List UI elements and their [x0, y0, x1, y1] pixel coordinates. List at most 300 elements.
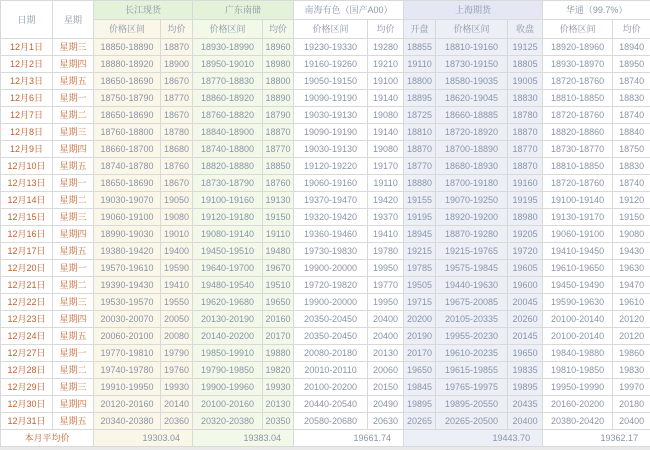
nh-range-cell: 19090-19190 [294, 90, 368, 107]
nh-average-cell: 20400 [368, 328, 404, 345]
table-row [1, 311, 650, 328]
nh-range-cell: 19030-19130 [294, 107, 368, 124]
date-cell: 12月9日 [1, 141, 53, 158]
nh-average-cell: 19140 [368, 124, 404, 141]
gd-average-cell: 19110 [263, 226, 294, 243]
sh-range-cell: 19675-20085 [436, 294, 508, 311]
week-cell: 星期二 [53, 107, 94, 124]
nh-average-cell: 19100 [368, 73, 404, 90]
nh-range-cell: 19720-19820 [294, 277, 368, 294]
sh-range-cell: 18660-18885 [436, 107, 508, 124]
ht-range-cell: 19130-19170 [543, 209, 613, 226]
week-cell: 星期三 [53, 124, 94, 141]
nh-range-cell: 19360-19460 [294, 226, 368, 243]
group-header-nanhai-nonferrous: 南海有色（国产A00） [294, 1, 404, 20]
sh-range-cell: 18730-19150 [436, 56, 508, 73]
ht-average-cell: 18950 [613, 56, 650, 73]
date-cell: 12月16日 [1, 226, 53, 243]
week-cell: 星期一 [53, 260, 94, 277]
ht-average-cell: 19120 [613, 192, 650, 209]
ht-average-cell: 20400 [613, 413, 650, 430]
cj-range-cell: 19740-19780 [94, 362, 161, 379]
nh-range-cell: 19230-19330 [294, 39, 368, 56]
ht-range-cell: 19610-19650 [543, 260, 613, 277]
table-row [1, 260, 650, 277]
sh-range-cell: 18700-18890 [436, 141, 508, 158]
sh-open-cell: 19715 [404, 294, 436, 311]
col-header-week: 星期 [53, 1, 94, 39]
cj-range-cell: 18650-18690 [94, 175, 161, 192]
gd-range-cell: 19080-19140 [193, 226, 263, 243]
gd-range-cell: 18740-18800 [193, 141, 263, 158]
nh-range-cell: 19050-19150 [294, 73, 368, 90]
col-header-date: 日期 [1, 1, 53, 39]
sh-range-cell: 18720-18920 [436, 124, 508, 141]
ht-range-cell: 18930-18970 [543, 56, 613, 73]
sh-close-cell: 20260 [508, 311, 543, 328]
sh-range-cell: 18700-19180 [436, 175, 508, 192]
table-row [1, 141, 650, 158]
sh-open-cell: 18855 [404, 39, 436, 56]
cj-average-cell: 18770 [161, 90, 193, 107]
gd-range-cell: 20100-20160 [193, 396, 263, 413]
date-cell: 12月22日 [1, 294, 53, 311]
summary-label: 本月平均价 [1, 430, 94, 447]
cj-range-cell: 19390-19430 [94, 277, 161, 294]
nh-range-cell: 20350-20450 [294, 311, 368, 328]
week-cell: 星期五 [53, 413, 94, 430]
gd-average-cell: 19480 [263, 243, 294, 260]
sh-close-cell: 18830 [508, 90, 543, 107]
sh-open-cell: 19215 [404, 243, 436, 260]
cj-range-cell: 18990-19030 [94, 226, 161, 243]
sh-range-cell: 20105-20335 [436, 311, 508, 328]
sh-range-cell: 18580-19035 [436, 73, 508, 90]
sh-close-cell: 19125 [508, 39, 543, 56]
nh-average-cell: 19080 [368, 107, 404, 124]
nh-range-cell: 20010-20110 [294, 362, 368, 379]
nh-average-cell: 20060 [368, 362, 404, 379]
group-header-changjiang-spot: 长江现货 [94, 1, 193, 20]
sh-close-cell: 19605 [508, 260, 543, 277]
sh-close-cell: 18770 [508, 141, 543, 158]
cj-average-cell: 20080 [161, 328, 193, 345]
group-header-guangdong-nanchu: 广东南储 [193, 1, 294, 20]
subheader-gd-average: 均价 [263, 20, 294, 39]
table-row [1, 328, 650, 345]
gd-average-cell: 18890 [263, 90, 294, 107]
nh-range-cell: 19090-19190 [294, 124, 368, 141]
nh-range-cell: 20100-20200 [294, 379, 368, 396]
subheader-cj-price-range: 价格区间 [94, 20, 161, 39]
nh-average-cell: 19950 [368, 294, 404, 311]
gd-range-cell: 20130-20190 [193, 311, 263, 328]
ht-average-cell: 19150 [613, 209, 650, 226]
cj-range-cell: 18740-18780 [94, 158, 161, 175]
gd-range-cell: 18860-18920 [193, 90, 263, 107]
sh-open-cell: 20170 [404, 345, 436, 362]
sh-open-cell: 18725 [404, 107, 436, 124]
sh-close-cell: 20435 [508, 396, 543, 413]
sh-open-cell: 18810 [404, 124, 436, 141]
table-row [1, 56, 650, 73]
ht-average-cell: 19830 [613, 362, 650, 379]
table-row [1, 73, 650, 90]
cj-average-cell: 19790 [161, 345, 193, 362]
sh-close-cell: 19895 [508, 379, 543, 396]
gd-average-cell: 20130 [263, 396, 294, 413]
ht-average-cell: 18940 [613, 39, 650, 56]
nh-average-cell: 20490 [368, 396, 404, 413]
week-cell: 星期四 [53, 311, 94, 328]
nh-average-cell: 19140 [368, 90, 404, 107]
date-cell: 12月30日 [1, 396, 53, 413]
ht-average-cell: 19860 [613, 345, 650, 362]
summary-huatong-average: 19362.17 [543, 430, 650, 447]
week-cell: 星期五 [53, 243, 94, 260]
week-cell: 星期四 [53, 56, 94, 73]
ht-range-cell: 18810-18850 [543, 90, 613, 107]
date-cell: 12月24日 [1, 328, 53, 345]
ht-range-cell: 18920-18960 [543, 39, 613, 56]
gd-average-cell: 20160 [263, 311, 294, 328]
table-row [1, 345, 650, 362]
week-cell: 星期三 [53, 379, 94, 396]
ht-average-cell: 19470 [613, 277, 650, 294]
gd-average-cell: 19650 [263, 294, 294, 311]
sh-range-cell: 18920-19200 [436, 209, 508, 226]
cj-average-cell: 19050 [161, 192, 193, 209]
cj-average-cell: 18670 [161, 175, 193, 192]
date-cell: 12月17日 [1, 243, 53, 260]
nh-average-cell: 19410 [368, 226, 404, 243]
cj-average-cell: 19400 [161, 243, 193, 260]
sh-open-cell: 19785 [404, 260, 436, 277]
week-cell: 星期五 [53, 158, 94, 175]
table-row [1, 294, 650, 311]
table-footer [1, 430, 650, 447]
table-row [1, 192, 650, 209]
gd-average-cell: 20170 [263, 328, 294, 345]
week-cell: 星期一 [53, 345, 94, 362]
nh-range-cell: 19370-19470 [294, 192, 368, 209]
sh-range-cell: 19070-19250 [436, 192, 508, 209]
sh-open-cell: 18880 [404, 175, 436, 192]
subheader-sh-open: 开盘 [404, 20, 436, 39]
nh-average-cell: 20150 [368, 379, 404, 396]
ht-range-cell: 19410-19450 [543, 243, 613, 260]
ht-range-cell: 19060-19100 [543, 226, 613, 243]
nh-average-cell: 19110 [368, 175, 404, 192]
nh-range-cell: 19900-20000 [294, 294, 368, 311]
cj-range-cell: 18760-18800 [94, 124, 161, 141]
sh-close-cell: 19160 [508, 175, 543, 192]
date-cell: 12月20日 [1, 260, 53, 277]
sh-range-cell: 19440-19630 [436, 277, 508, 294]
ht-range-cell: 18730-18770 [543, 141, 613, 158]
table-row [1, 413, 650, 430]
summary-row [1, 430, 650, 447]
gd-range-cell: 18770-18830 [193, 73, 263, 90]
summary-changjiang-average: 19303.04 [94, 430, 193, 447]
summary-nanhai-average: 19661.74 [294, 430, 404, 447]
nh-range-cell: 20080-20180 [294, 345, 368, 362]
gd-range-cell: 19640-19700 [193, 260, 263, 277]
ht-range-cell: 20380-20420 [543, 413, 613, 430]
gd-average-cell: 19820 [263, 362, 294, 379]
gd-range-cell: 19480-19540 [193, 277, 263, 294]
week-cell: 星期二 [53, 362, 94, 379]
cj-range-cell: 18850-18890 [94, 39, 161, 56]
nh-range-cell: 19120-19220 [294, 158, 368, 175]
gd-range-cell: 18760-18820 [193, 107, 263, 124]
date-cell: 12月29日 [1, 379, 53, 396]
gd-average-cell: 18770 [263, 141, 294, 158]
sh-close-cell: 19720 [508, 243, 543, 260]
date-cell: 12月1日 [1, 39, 53, 56]
cj-average-cell: 19930 [161, 379, 193, 396]
sh-range-cell: 18810-19160 [436, 39, 508, 56]
sh-open-cell: 19155 [404, 192, 436, 209]
nh-average-cell: 19770 [368, 277, 404, 294]
ht-range-cell: 19840-19880 [543, 345, 613, 362]
gd-range-cell: 18950-19010 [193, 56, 263, 73]
ht-average-cell: 19080 [613, 226, 650, 243]
date-cell: 12月3日 [1, 73, 53, 90]
sh-range-cell: 20265-20500 [436, 413, 508, 430]
gd-average-cell: 18800 [263, 73, 294, 90]
week-cell: 星期四 [53, 396, 94, 413]
cj-average-cell: 19410 [161, 277, 193, 294]
date-cell: 12月7日 [1, 107, 53, 124]
nh-average-cell: 19780 [368, 243, 404, 260]
date-cell: 12月10日 [1, 158, 53, 175]
sh-range-cell: 19765-19975 [436, 379, 508, 396]
subheader-ht-average: 均价 [613, 20, 650, 39]
sh-close-cell: 18870 [508, 124, 543, 141]
gd-average-cell: 18760 [263, 175, 294, 192]
subheader-sh-price-range: 价格区间 [436, 20, 508, 39]
group-header-huatong: 华通（99.7%） [543, 1, 650, 20]
sh-close-cell: 20400 [508, 413, 543, 430]
ht-range-cell: 19450-19490 [543, 277, 613, 294]
cj-range-cell: 20120-20160 [94, 396, 161, 413]
sh-range-cell: 19615-19855 [436, 362, 508, 379]
sh-open-cell: 19110 [404, 56, 436, 73]
table-row [1, 90, 650, 107]
cj-range-cell: 20060-20100 [94, 328, 161, 345]
subheader-nh-average: 均价 [368, 20, 404, 39]
subheader-nh-price-range: 价格区间 [294, 20, 368, 39]
nh-average-cell: 19280 [368, 39, 404, 56]
date-cell: 12月31日 [1, 413, 53, 430]
nh-range-cell: 20580-20680 [294, 413, 368, 430]
table-row [1, 175, 650, 192]
date-cell: 12月15日 [1, 209, 53, 226]
gd-average-cell: 19930 [263, 379, 294, 396]
cj-range-cell: 19530-19570 [94, 294, 161, 311]
nh-range-cell: 19730-19830 [294, 243, 368, 260]
table-row [1, 277, 650, 294]
cj-average-cell: 19550 [161, 294, 193, 311]
table-row [1, 243, 650, 260]
nh-range-cell: 19060-19160 [294, 175, 368, 192]
date-cell: 12月21日 [1, 277, 53, 294]
sh-range-cell: 18680-18930 [436, 158, 508, 175]
gd-average-cell: 19670 [263, 260, 294, 277]
ht-range-cell: 18720-18760 [543, 175, 613, 192]
sh-range-cell: 19895-20550 [436, 396, 508, 413]
summary-guangdong-average: 19383.04 [193, 430, 294, 447]
gd-average-cell: 18870 [263, 124, 294, 141]
table-row [1, 209, 650, 226]
gd-average-cell: 19880 [263, 345, 294, 362]
sh-open-cell: 18800 [404, 73, 436, 90]
cj-range-cell: 20340-20380 [94, 413, 161, 430]
cj-range-cell: 19770-19810 [94, 345, 161, 362]
gd-range-cell: 20140-20200 [193, 328, 263, 345]
week-cell: 星期三 [53, 209, 94, 226]
ht-average-cell: 18830 [613, 158, 650, 175]
nh-range-cell: 20440-20540 [294, 396, 368, 413]
cj-range-cell: 19380-19420 [94, 243, 161, 260]
cj-average-cell: 20360 [161, 413, 193, 430]
ht-range-cell: 18720-18760 [543, 107, 613, 124]
group-header-shanghai-futures: 上海期货 [404, 1, 543, 20]
sh-open-cell: 18870 [404, 141, 436, 158]
table-row [1, 226, 650, 243]
nh-average-cell: 19170 [368, 158, 404, 175]
subheader-cj-average: 均价 [161, 20, 193, 39]
sh-open-cell: 20200 [404, 311, 436, 328]
sh-open-cell: 18895 [404, 90, 436, 107]
gd-range-cell: 20320-20380 [193, 413, 263, 430]
sh-close-cell: 19005 [508, 73, 543, 90]
date-cell: 12月6日 [1, 90, 53, 107]
date-cell: 12月23日 [1, 311, 53, 328]
ht-average-cell: 20120 [613, 328, 650, 345]
sh-close-cell: 19835 [508, 362, 543, 379]
ht-average-cell: 18840 [613, 124, 650, 141]
ht-average-cell: 18830 [613, 90, 650, 107]
subheader-ht-price-range: 价格区间 [543, 20, 613, 39]
week-cell: 星期一 [53, 90, 94, 107]
subheader-sh-close: 收盘 [508, 20, 543, 39]
table-header [1, 1, 650, 39]
cj-range-cell: 18650-18690 [94, 73, 161, 90]
sh-open-cell: 19845 [404, 379, 436, 396]
gd-average-cell: 20350 [263, 413, 294, 430]
ht-range-cell: 19950-19990 [543, 379, 613, 396]
week-cell: 星期一 [53, 175, 94, 192]
date-cell: 12月14日 [1, 192, 53, 209]
sh-open-cell: 18770 [404, 158, 436, 175]
sh-open-cell: 20265 [404, 413, 436, 430]
gd-range-cell: 19100-19160 [193, 192, 263, 209]
sh-range-cell: 18620-19045 [436, 90, 508, 107]
sh-close-cell: 19600 [508, 277, 543, 294]
date-cell: 12月28日 [1, 362, 53, 379]
week-cell: 星期二 [53, 277, 94, 294]
table-row [1, 362, 650, 379]
cj-average-cell: 19080 [161, 209, 193, 226]
nh-average-cell: 19370 [368, 209, 404, 226]
cj-range-cell: 19910-19950 [94, 379, 161, 396]
gd-range-cell: 18840-18900 [193, 124, 263, 141]
sh-close-cell: 20045 [508, 294, 543, 311]
gd-range-cell: 19850-19910 [193, 345, 263, 362]
nh-range-cell: 19030-19130 [294, 141, 368, 158]
cj-average-cell: 18680 [161, 141, 193, 158]
cj-average-cell: 18670 [161, 73, 193, 90]
cj-average-cell: 20050 [161, 311, 193, 328]
cj-average-cell: 18870 [161, 39, 193, 56]
gd-average-cell: 19510 [263, 277, 294, 294]
week-cell: 星期五 [53, 73, 94, 90]
ht-average-cell: 19970 [613, 379, 650, 396]
ht-range-cell: 20160-20200 [543, 396, 613, 413]
date-cell: 12月2日 [1, 56, 53, 73]
table-row [1, 39, 650, 56]
date-cell: 12月8日 [1, 124, 53, 141]
nh-range-cell: 19160-19260 [294, 56, 368, 73]
nh-average-cell: 19210 [368, 56, 404, 73]
nh-range-cell: 19320-19420 [294, 209, 368, 226]
sh-range-cell: 19610-20235 [436, 345, 508, 362]
week-cell: 星期四 [53, 226, 94, 243]
gd-average-cell: 18790 [263, 107, 294, 124]
sh-range-cell: 18870-19280 [436, 226, 508, 243]
cj-range-cell: 18750-18790 [94, 90, 161, 107]
ht-average-cell: 18740 [613, 107, 650, 124]
cj-average-cell: 19010 [161, 226, 193, 243]
nh-range-cell: 20350-20450 [294, 328, 368, 345]
sh-open-cell: 19650 [404, 362, 436, 379]
sh-open-cell: 20190 [404, 328, 436, 345]
gd-range-cell: 18730-18790 [193, 175, 263, 192]
date-cell: 12月13日 [1, 175, 53, 192]
gd-range-cell: 19120-19180 [193, 209, 263, 226]
sh-close-cell: 19205 [508, 226, 543, 243]
sh-close-cell: 18780 [508, 107, 543, 124]
sh-range-cell: 19955-20230 [436, 328, 508, 345]
ht-range-cell: 19100-19140 [543, 192, 613, 209]
week-cell: 星期三 [53, 39, 94, 56]
table-row [1, 158, 650, 175]
sh-open-cell: 18945 [404, 226, 436, 243]
ht-average-cell: 19430 [613, 243, 650, 260]
ht-average-cell: 18740 [613, 73, 650, 90]
cj-range-cell: 19570-19610 [94, 260, 161, 277]
sh-close-cell: 18870 [508, 158, 543, 175]
cj-average-cell: 20140 [161, 396, 193, 413]
nh-average-cell: 20630 [368, 413, 404, 430]
gd-average-cell: 19130 [263, 192, 294, 209]
week-cell: 星期四 [53, 141, 94, 158]
week-cell: 星期五 [53, 328, 94, 345]
cj-average-cell: 19760 [161, 362, 193, 379]
gd-range-cell: 19790-19850 [193, 362, 263, 379]
cj-average-cell: 18900 [161, 56, 193, 73]
date-cell: 12月27日 [1, 345, 53, 362]
nh-average-cell: 19950 [368, 260, 404, 277]
ht-average-cell: 20120 [613, 311, 650, 328]
nh-average-cell: 20130 [368, 345, 404, 362]
table-row [1, 107, 650, 124]
table-row [1, 124, 650, 141]
cj-range-cell: 18880-18920 [94, 56, 161, 73]
cj-range-cell: 19030-19070 [94, 192, 161, 209]
